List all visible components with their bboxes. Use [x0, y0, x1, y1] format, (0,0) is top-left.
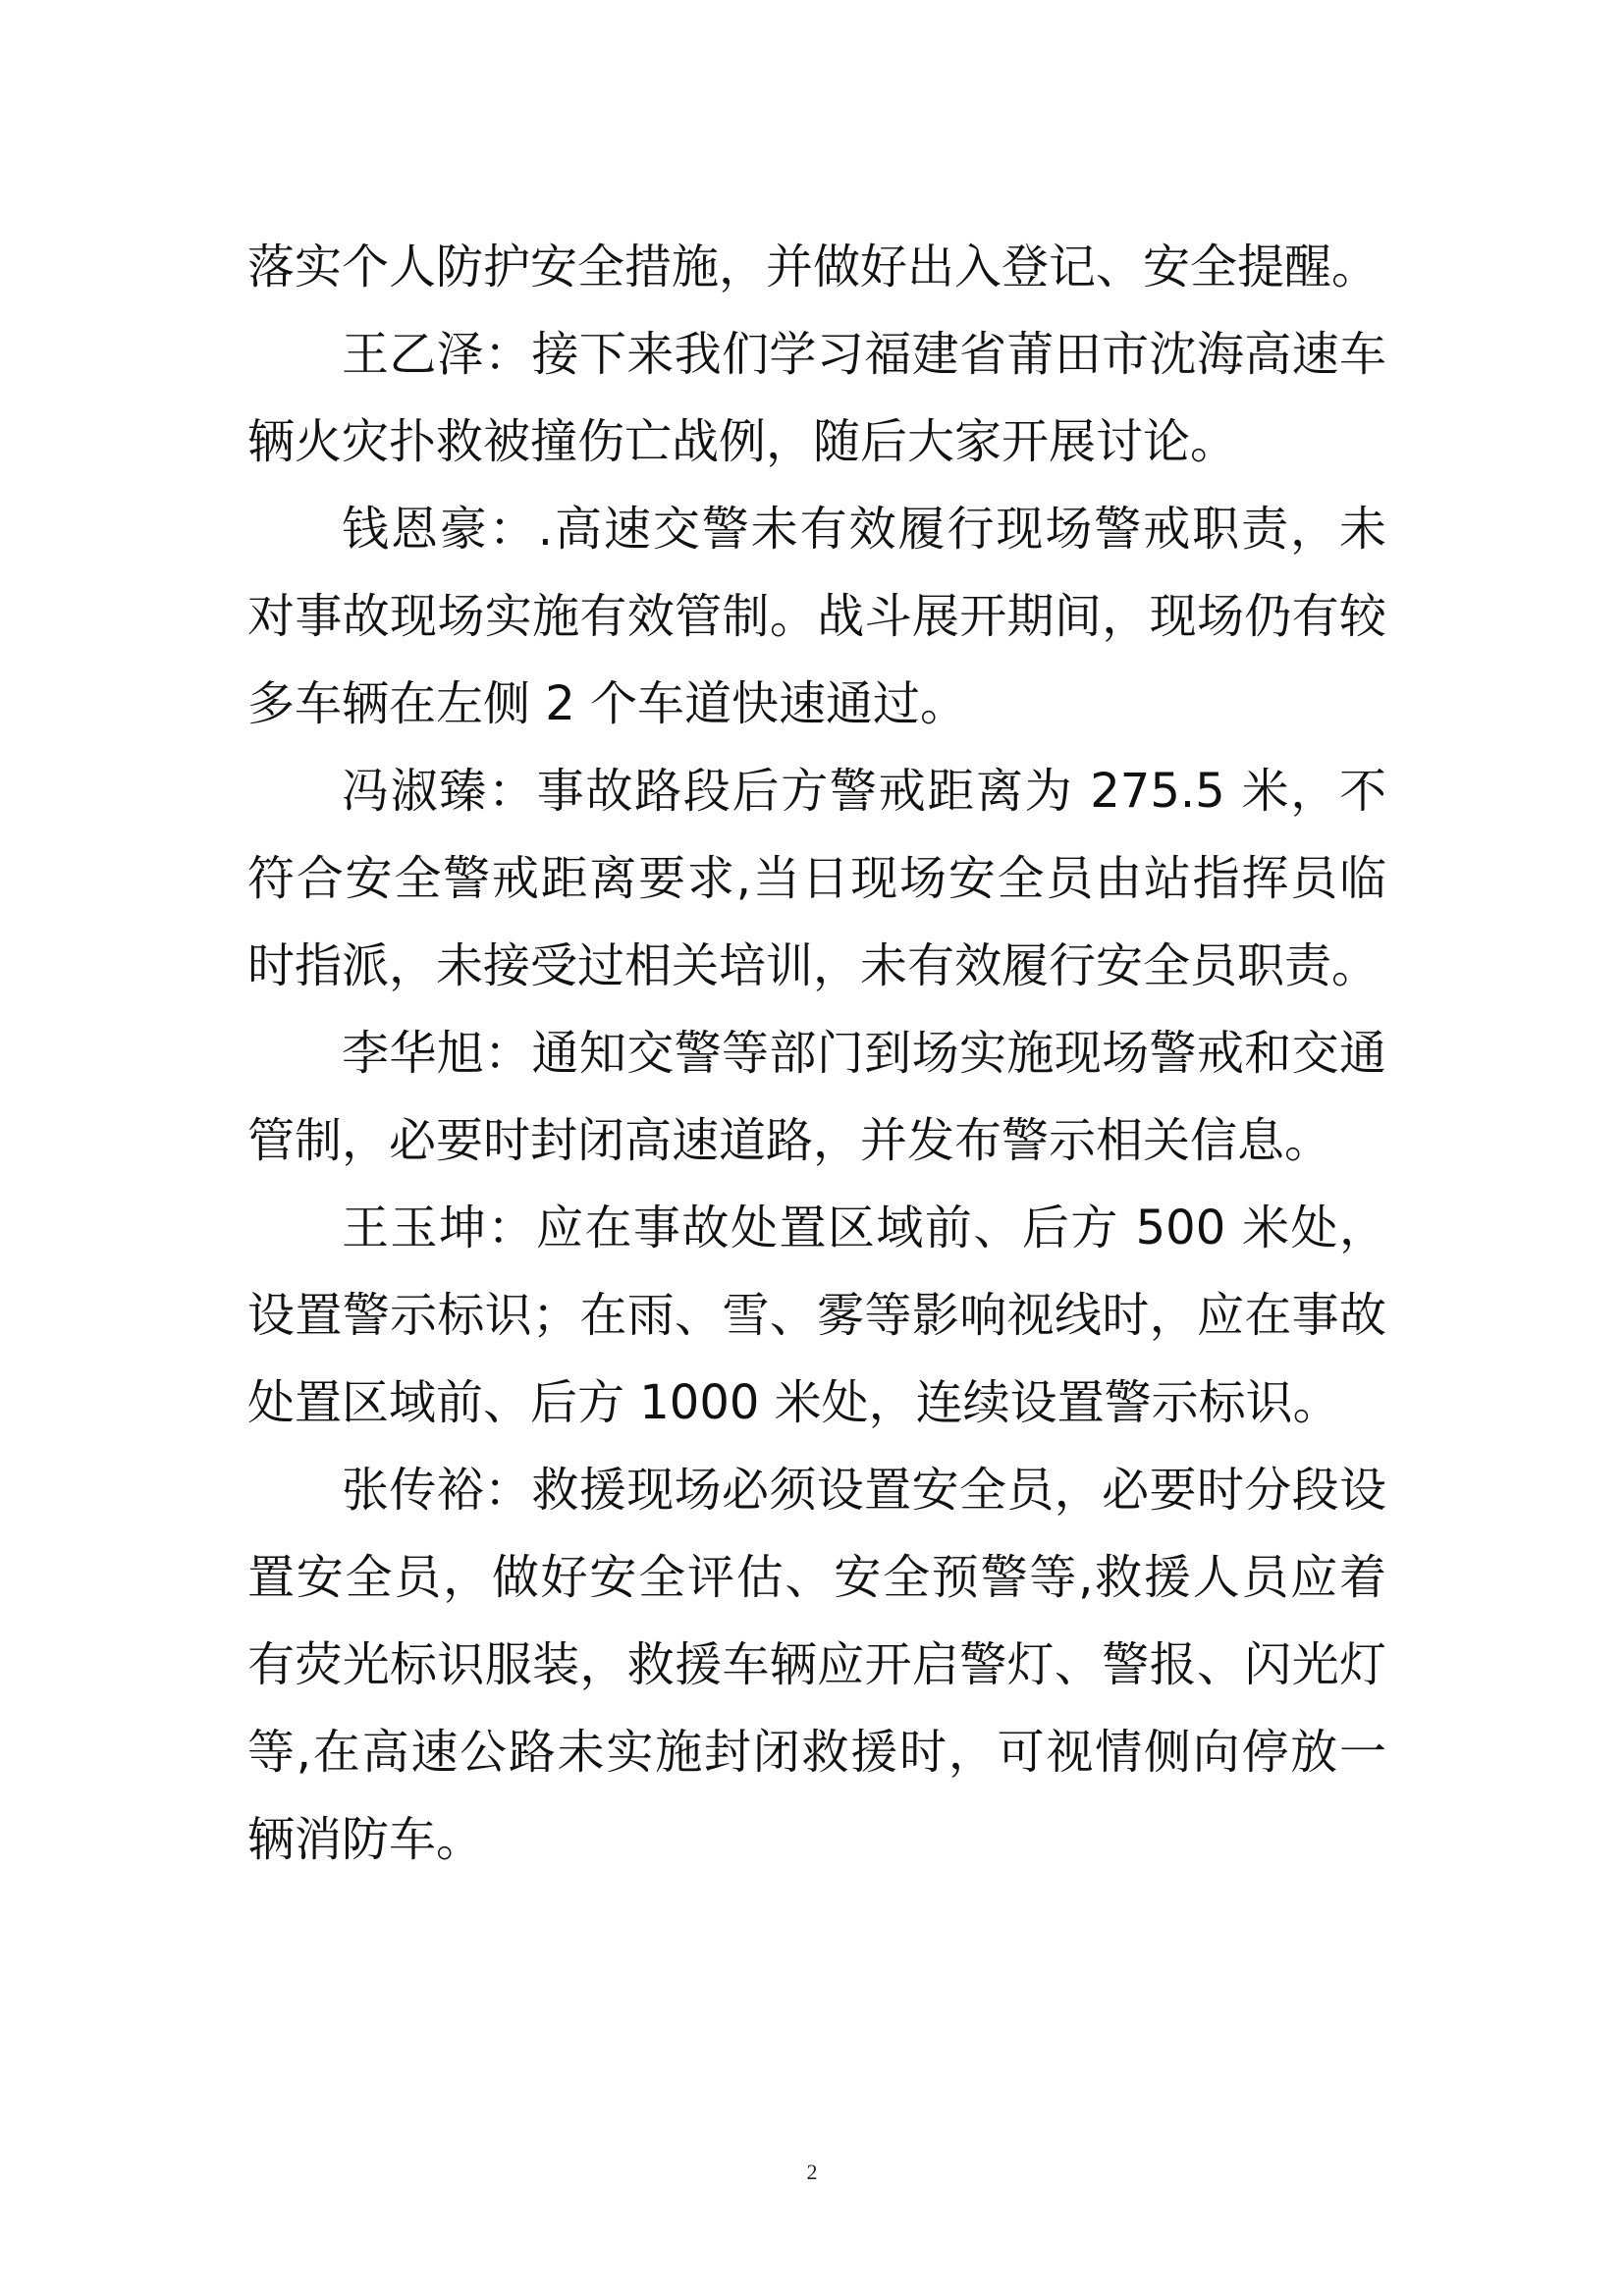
paragraph-li-huaxu: 李华旭：通知交警等部门到场实施现场警戒和交通管制，必要时封闭高速道路，并发布警示相关信息。 [247, 1026, 1386, 1168]
paragraph-feng-shuzhen: 冯淑臻：事故路段后方警戒距离为 275.5 米，不符合安全警戒距离要求,当日现场安全员由站指挥员临时指派，未接受过相关培训，未有效履行安全员职责。 [247, 764, 1386, 993]
paragraph-zhang-chuanyu: 张传裕：救援现场必须设置安全员，必要时分段设置安全员，做好安全评估、安全预警等,救援人员应着有荧光标识服装，救援车辆应开启警灯、警报、闪光灯等,在高速公路未实施封闭救援时，可视情侧向停放一辆消防车。 [247, 1463, 1386, 1867]
continued-paragraph: 落实个人防护安全措施，并做好出入登记、安全提醒。 [247, 240, 1380, 294]
paragraph-wang-yukun: 王玉坤：应在事故处置区域前、后方 500 米处，设置警示标识；在雨、雪、雾等影响视线时，应在事故处置区域前、后方 1000 米处，连续设置警示标识。 [247, 1201, 1386, 1430]
paragraph-wang-yize: 王乙泽：接下来我们学习福建省莆田市沈海高速车辆火灾扑救被撞伤亡战例，随后大家开展讨论。 [247, 327, 1386, 469]
page-number: 2 [806, 2160, 818, 2184]
paragraph-qian-enhao: 钱恩豪：.高速交警未有效履行现场警戒职责，未对事故现场实施有效管制。战斗展开期间，现场仍有较多车辆在左侧 2 个车道快速通过。 [247, 502, 1386, 731]
document-body [247, 224, 1386, 1884]
